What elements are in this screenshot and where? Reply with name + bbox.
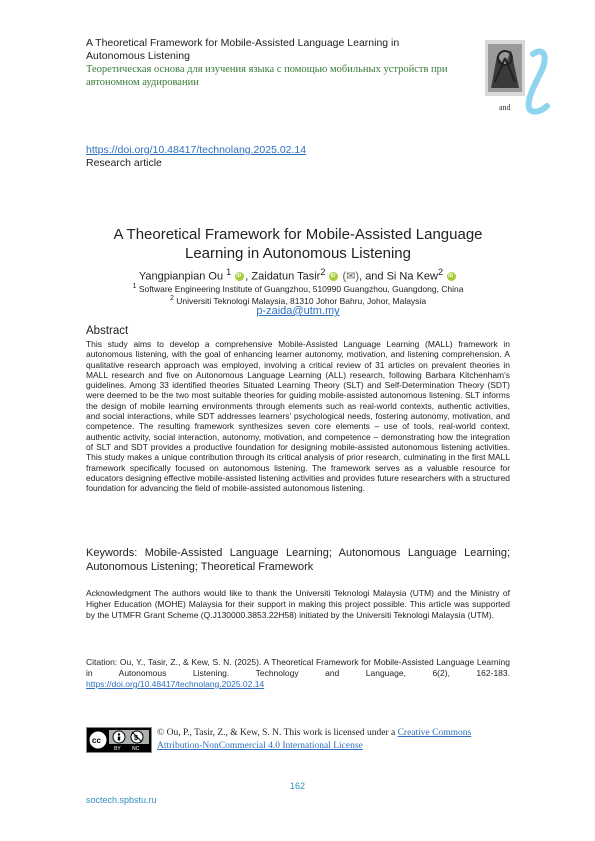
- affiliation-2-text: Universiti Teknologi Malaysia, 81310 Johor Bahru, Johor, Malaysia: [176, 295, 427, 306]
- license-link[interactable]: Creative Commons Attribution-NonCommercial 4.0 International License: [157, 728, 472, 751]
- corresponding-email[interactable]: p-zaida@utm.my: [256, 305, 340, 317]
- author-kew-affiliation: 2: [437, 267, 444, 277]
- license-statement: [157, 727, 517, 753]
- citation-text: Citation: Ou, Y., Tasir, Z., & Kew, S. N. (2025). A Theoretical Framework for Mobile-Assisted Language Learning in Autonomous Listening. Technology and Language, 6(2), 162-183.: [86, 657, 510, 678]
- author-tasir: , Zaidatun Tasir: [245, 270, 321, 283]
- author-ou: Yangpianpian Ou: [138, 270, 224, 283]
- affiliation-1: [86, 282, 510, 294]
- header-title-ru: Теоретическая основа для изучения языка с помощью мобильных устройств при автономном аудировании: [86, 64, 448, 88]
- citation: [86, 657, 510, 690]
- logo-and-text: and: [499, 103, 511, 112]
- cc-by-label: BY: [114, 746, 121, 752]
- affiliation-1-marker: 1: [132, 282, 137, 290]
- keywords: Keywords: Mobile-Assisted Language Learning; Autonomous Language Learning; Autonomous Listening; Theoretical Framework: [86, 547, 510, 573]
- doi-link[interactable]: https://doi.org/10.48417/technolang.2025.02.14: [86, 144, 307, 156]
- orcid-icon[interactable]: [329, 272, 338, 281]
- article-type: Research article: [86, 157, 162, 169]
- affiliation-2-marker: 2: [169, 294, 174, 302]
- cc-icon: cc: [92, 736, 101, 745]
- site-url[interactable]: soctech.spbstu.ru: [86, 795, 157, 805]
- journal-logo: [483, 36, 551, 120]
- article-title: A Theoretical Framework for Mobile-Assisted Language Learning in Autonomous Listening: [113, 226, 483, 262]
- mail-icon[interactable]: (✉): [342, 270, 360, 283]
- svg-text:$: $: [134, 735, 138, 742]
- license-text: © Ou, P., Tasir, Z., & Kew, S. N. This work is licensed under a: [157, 728, 398, 738]
- author-tasir-affiliation: 2: [320, 267, 326, 277]
- page-number: 162: [289, 781, 306, 791]
- header-title-en: A Theoretical Framework for Mobile-Assisted Language Learning in Autonomous Listening: [86, 37, 400, 62]
- citation-doi-link[interactable]: https://doi.org/10.48417/technolang.2025.02.14: [86, 679, 265, 689]
- orcid-icon[interactable]: [447, 272, 456, 281]
- author-kew: , and Si Na Kew: [359, 270, 438, 283]
- acknowledgment: Acknowledgment The authors would like to thank the Universiti Teknologi Malaysia (UTM) and the Ministry of Higher Education (MOHE) Malaysia for their support in making this project possible. This article was supported by the UTMFR Grant Scheme (Q.J130000.3853.22H58) initiated by the Universiti Teknologi Malaysia (UTM).: [86, 588, 510, 620]
- orcid-icon[interactable]: [235, 272, 244, 281]
- cc-nc-label: NC: [132, 746, 140, 752]
- affiliation-1-text: Software Engineering Institute of Guangzhou, 510990 Guangzhou, Guangdong, China: [138, 283, 464, 294]
- authors-line: [86, 267, 510, 283]
- cc-by-nc-badge[interactable]: [86, 727, 152, 753]
- author-ou-affiliation: 1: [226, 267, 232, 277]
- abstract-text: This study aims to develop a comprehensive Mobile-Assisted Language Learning (MALL) framework in autonomous listening, with the goal of enhancing learner autonomy, motivation, and listening comprehension. A qualitative research approach was employed, involving a critical review of 31 articles on prevalent theories in MALL research and five on Autonomous Language Learning (ALL) research, following Barbara Kitchenham’s guidelines. Among 33 identified theories Situated Learning Theory (SLT) and Self-Determination Theory (SDT) were deemed to be the two most suitable theories for guiding mobile-assisted autonomous listening. SLT informs the design of mobile learning environments through elements such as real-world contexts, authentic activities, and social interactions, while SDT addresses learners’ psychological needs, fostering autonomy, motivation, and competence. The resulting framework synthesizes seven core elements – use of tools, real-world context, authentic activity, social interaction, autonomy, motivation, and competence – demonstrating how the integration of SLT and SDT provides a productive foundation for designing mobile-assisted autonomous listening activities. This study makes a unique contribution through its critical analysis of prior research, culminating in the first MALL framework specifically focused on autonomous listening. The framework serves as a valuable resource for educators designing effective mobile-assisted listening activities and provides future researchers with a structured foundation for advancing the field of mobile-assisted autonomous listening.: [86, 339, 510, 494]
- abstract-heading: Abstract: [86, 325, 129, 337]
